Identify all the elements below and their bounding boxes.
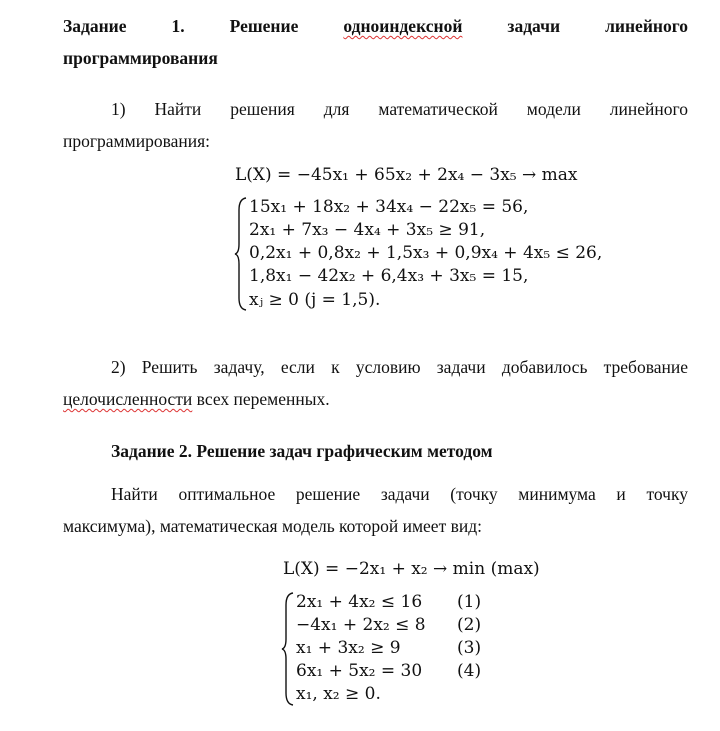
word: модели <box>526 99 581 119</box>
task2-intro <box>111 484 688 504</box>
task1-constraint: 1,8x₁ − 42x₂ + 6,4x₃ + 3x₅ = 15, <box>249 266 529 286</box>
task1-heading-word: 1. <box>171 16 185 36</box>
task1-heading-word: задачи <box>507 16 561 36</box>
word: линейного <box>609 99 688 119</box>
word: задачу, <box>213 357 265 377</box>
task2-constraint: 6x₁ + 5x₂ = 30 <box>296 661 423 681</box>
word: Найти <box>111 484 158 504</box>
constraint-number: (3) <box>457 638 482 658</box>
task1-heading-word-spellcheck: одноиндексной <box>343 16 463 36</box>
task2-intro-cont: максимума), математическая модель которой имеет вид: <box>63 516 482 536</box>
word: всех переменных. <box>192 389 330 409</box>
task1-constraint: xⱼ ≥ 0 (j = 1,5). <box>249 290 381 310</box>
task1-item2 <box>111 357 688 377</box>
constraint-number: (4) <box>457 661 482 681</box>
word: (точку <box>450 484 498 504</box>
word: к <box>331 357 340 377</box>
word: математической <box>378 99 498 119</box>
task1-system-brace <box>234 196 248 312</box>
task2-heading: Задание 2. Решение задач графическим методом <box>111 441 493 461</box>
word: Решить <box>141 357 198 377</box>
task1-item2-cont <box>63 389 688 409</box>
task1-constraint: 15x₁ + 18x₂ + 34x₄ − 22x₅ = 56, <box>249 197 529 217</box>
constraint-number: (1) <box>457 592 482 612</box>
item-number: 2) <box>111 357 126 377</box>
task1-heading-word: линейного <box>605 16 688 36</box>
task2-objective: L(X) = −2x₁ + x₂ → min (max) <box>283 559 540 579</box>
task2-system-brace <box>281 591 295 707</box>
word: для <box>323 99 350 119</box>
task1-item1-cont: программирования: <box>63 131 211 151</box>
task1-heading <box>63 16 688 36</box>
word: решения <box>230 99 295 119</box>
item-number: 1) <box>111 99 126 119</box>
task1-constraint: 0,2x₁ + 0,8x₂ + 1,5x₃ + 0,9x₄ + 4x₅ ≤ 26, <box>249 243 603 263</box>
word: точку <box>646 484 688 504</box>
word: добавилось <box>501 357 588 377</box>
task1-heading-cont: программирования <box>63 48 218 68</box>
word: требование <box>603 357 688 377</box>
word: Найти <box>154 99 202 119</box>
task1-heading-word: Решение <box>229 16 299 36</box>
word: оптимальное <box>178 484 276 504</box>
task1-objective: L(X) = −45x₁ + 65x₂ + 2x₄ − 3x₅ → max <box>235 165 578 185</box>
task2-constraint: 2x₁ + 4x₂ ≤ 16 <box>296 592 423 612</box>
task2-constraint: −4x₁ + 2x₂ ≤ 8 <box>296 615 426 635</box>
word: условию <box>355 357 421 377</box>
task1-item1 <box>111 99 688 119</box>
word-spellcheck: целочисленности <box>63 389 193 409</box>
word: задачи <box>380 484 430 504</box>
word: минимума <box>518 484 596 504</box>
task1-constraint: 2x₁ + 7x₃ − 4x₄ + 3x₅ ≥ 91, <box>249 220 486 240</box>
constraint-number: (2) <box>457 615 482 635</box>
task2-constraint: x₁, x₂ ≥ 0. <box>296 684 381 704</box>
word: решение <box>295 484 361 504</box>
task2-constraint: x₁ + 3x₂ ≥ 9 <box>296 638 401 658</box>
word: и <box>616 484 626 504</box>
word: задачи <box>436 357 486 377</box>
task1-heading-word: Задание <box>63 16 127 36</box>
word: если <box>280 357 315 377</box>
